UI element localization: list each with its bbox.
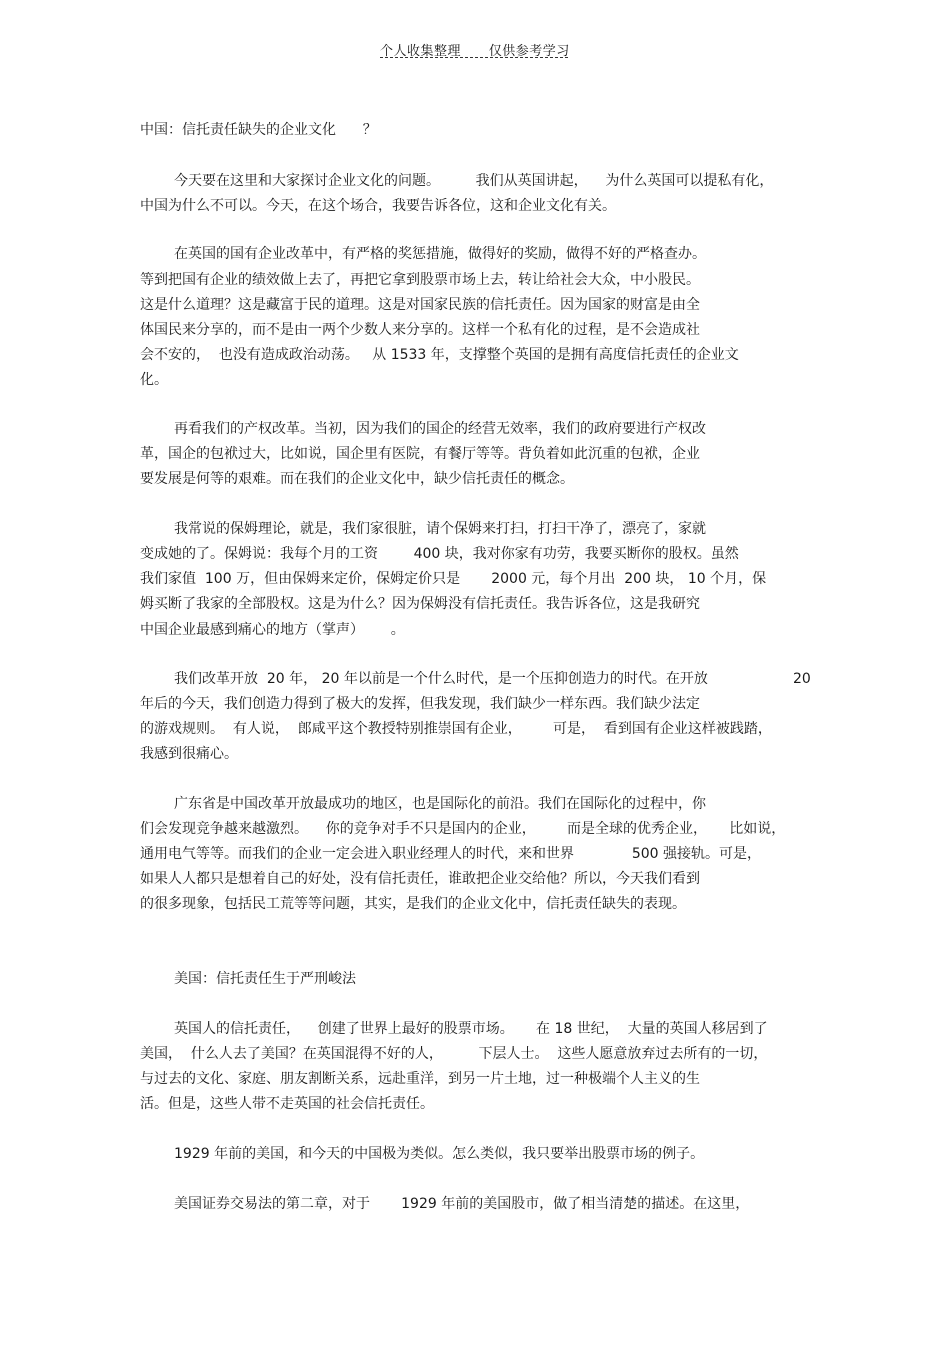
- text-line: 如果人人都只是想着自己的好处，没有信托责任，谁敢把企业交给他？所以，今天我们看到: [140, 871, 700, 887]
- text-line: 美国：信托责任生于严刑峻法: [174, 971, 356, 987]
- text-line: 在英国的国有企业改革中，有严格的奖惩措施，做得好的奖励，做得不好的严格查办。: [174, 246, 706, 262]
- text-line: 中国为什么不可以。今天，在这个场合，我要告诉各位，这和企业文化有关。: [140, 198, 616, 214]
- text-line: 会不安的， 也没有造成政治动荡。 从 1533 年，支撑整个英国的是拥有高度信托责任的企业文: [140, 347, 739, 363]
- text-line: 广东省是中国改革开放最成功的地区，也是国际化的前沿。我们在国际化的过程中，你: [174, 796, 706, 812]
- text-line: 我们改革开放 20 年， 20 年以前是一个什么时代，是一个压抑创造力的时代。在开放: [174, 671, 708, 687]
- text-line: 美国， 什么人去了美国？在英国混得不好的人， 下层人士。 这些人愿意放弃过去所有的一切，: [140, 1046, 768, 1062]
- text-line: 与过去的文化、家庭、朋友割断关系，远赴重洋，到另一片土地，过一种极端个人主义的生: [140, 1071, 700, 1087]
- text-line: 体国民来分享的，而不是由一两个少数人来分享的。这样一个私有化的过程，是不会造成社: [140, 322, 700, 338]
- text-line: 的游戏规则。 有人说， 郎咸平这个教授特别推崇国有企业， 可是， 看到国有企业这样被践踏，: [140, 721, 772, 737]
- text-line: 革，国企的包袱过大，比如说，国企里有医院，有餐厅等等。背负着如此沉重的包袱，企业: [140, 446, 700, 462]
- text-line: 我们家值 100 万，但由保姆来定价，保姆定价只是 2000 元，每个月出 200 块， 10 个月，保: [140, 571, 767, 587]
- text-line: 们会发现竞争越来越激烈。 你的竞争对手不只是国内的企业， 而是全球的优秀企业， 比如说，: [140, 821, 786, 837]
- text-line: 20: [793, 671, 811, 687]
- text-line: 要发展是何等的艰难。而在我们的企业文化中，缺少信托责任的概念。: [140, 471, 574, 487]
- text-line: 姆买断了我家的全部股权。这是为什么？因为保姆没有信托责任。我告诉各位，这是我研究: [140, 596, 700, 612]
- header-divider: [380, 57, 568, 58]
- text-line: 今天要在这里和大家探讨企业文化的问题。 我们从英国讲起， 为什么英国可以提私有化，: [174, 173, 774, 189]
- text-line: 中国企业最感到痛心的地方（掌声） 。: [140, 622, 405, 638]
- text-line: 通用电气等等。而我们的企业一定会进入职业经理人的时代，来和世界 500 强接轨。可是，: [140, 846, 762, 862]
- text-line: 再看我们的产权改革。当初，因为我们的国企的经营无效率，我们的政府要进行产权改: [174, 421, 706, 437]
- text-line: 变成她的了。保姆说：我每个月的工资 400 块，我对你家有功劳，我要买断你的股权。虽然: [140, 546, 739, 562]
- text-line: 我感到很痛心。: [140, 746, 238, 762]
- text-line: 中国：信托责任缺失的企业文化 ？: [140, 122, 377, 138]
- text-line: 英国人的信托责任， 创建了世界上最好的股票市场。 在 18 世纪， 大量的英国人移居到了: [174, 1021, 768, 1037]
- text-line: 年后的今天，我们创造力得到了极大的发挥，但我发现，我们缺少一样东西。我们缺少法定: [140, 696, 700, 712]
- text-line: 这是什么道理？这是藏富于民的道理。这是对国家民族的信托责任。因为国家的财富是由全: [140, 297, 700, 313]
- text-line: 美国证券交易法的第二章，对于 1929 年前的美国股市，做了相当清楚的描述。在这里，: [174, 1196, 750, 1212]
- text-line: 的很多现象，包括民工荒等等问题，其实，是我们的企业文化中，信托责任缺失的表现。: [140, 896, 686, 912]
- text-line: 活。但是，这些人带不走英国的社会信托责任。: [140, 1096, 434, 1112]
- text-line: 化。: [140, 372, 168, 388]
- text-line: 等到把国有企业的绩效做上去了，再把它拿到股票市场上去，转让给社会大众，中小股民。: [140, 272, 700, 288]
- text-line: 1929 年前的美国，和今天的中国极为类似。怎么类似，我只要举出股票市场的例子。: [174, 1146, 705, 1162]
- text-line: 我常说的保姆理论，就是，我们家很脏，请个保姆来打扫，打扫干净了，漂亮了，家就: [174, 521, 706, 537]
- page-header: 个人收集整理 仅供参考学习: [380, 44, 570, 59]
